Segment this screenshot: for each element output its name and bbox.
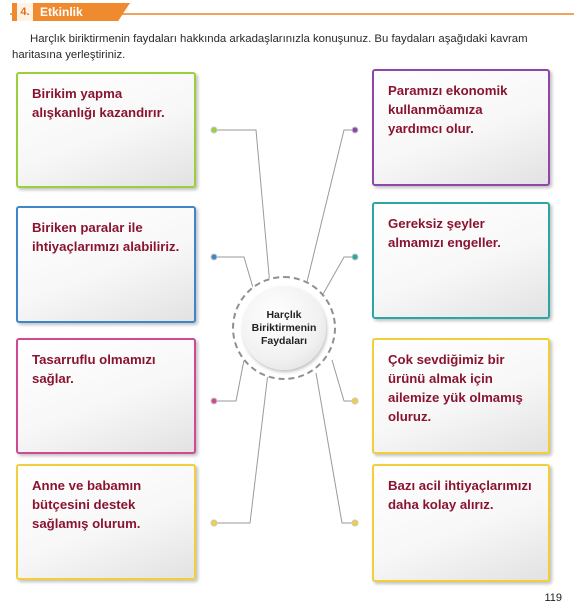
central-concept-bubble <box>242 286 326 370</box>
central-line-3: Faydaları <box>260 334 308 347</box>
node-left4 <box>211 520 217 526</box>
answer-box-left1[interactable] <box>16 72 196 188</box>
central-concept-label <box>252 309 317 348</box>
answer-text: Gereksiz şeyler almamızı engeller. <box>388 216 501 250</box>
answer-box-right2[interactable] <box>372 202 550 319</box>
central-line-1: Harçlık <box>266 308 302 321</box>
connector-left4 <box>214 373 268 523</box>
page-number: 119 <box>544 592 562 604</box>
answer-box-right1[interactable] <box>372 69 550 186</box>
answer-box-left3[interactable] <box>16 338 196 454</box>
answer-box-right4[interactable] <box>372 464 550 582</box>
node-left2 <box>211 254 217 260</box>
connector-left1 <box>214 130 270 286</box>
node-right1 <box>352 127 358 133</box>
answer-box-right3[interactable] <box>372 338 550 454</box>
connector-right4 <box>316 373 355 523</box>
central-line-2: Biriktirmenin <box>251 321 317 334</box>
answer-text: Biriken paralar ile ihtiyaçlarımızı alabiliriz. <box>32 220 180 254</box>
node-left1 <box>211 127 217 133</box>
node-left3 <box>211 398 217 404</box>
instruction-label: Harçlık biriktirmenin faydaları hakkında arkadaşlarınızla konuşunuz. Bu faydaları aşağıdaki kavram haritasına yerleştiriniz. <box>12 33 528 61</box>
connector-right2 <box>322 257 355 296</box>
node-right2 <box>352 254 358 260</box>
activity-title: Etkinlik <box>40 5 83 19</box>
answer-text: Bazı acil ihtiyaçlarımızı daha kolay alırız. <box>388 478 532 512</box>
central-concept <box>232 276 336 380</box>
answer-text: Birikim yapma alışkanlığı kazandırır. <box>32 86 165 120</box>
activity-number: 4. <box>17 3 33 21</box>
answer-text: Çok sevdiğimiz bir ürünü almak için ailemize yük olmamış oluruz. <box>388 352 523 424</box>
answer-text: Tasarruflu olmamızı sağlar. <box>32 352 156 386</box>
connector-right3 <box>332 360 355 401</box>
node-right4 <box>352 520 358 526</box>
answer-text: Paramızı ekonomik kullanmöamıza yardımcı olur. <box>388 83 508 136</box>
answer-box-left2[interactable] <box>16 206 196 323</box>
connector-left3 <box>214 360 244 401</box>
node-right3 <box>352 398 358 404</box>
answer-text: Anne ve babamın bütçesini destek sağlamış olurum. <box>32 478 142 531</box>
answer-box-left4[interactable] <box>16 464 196 580</box>
connector-right1 <box>306 130 355 286</box>
